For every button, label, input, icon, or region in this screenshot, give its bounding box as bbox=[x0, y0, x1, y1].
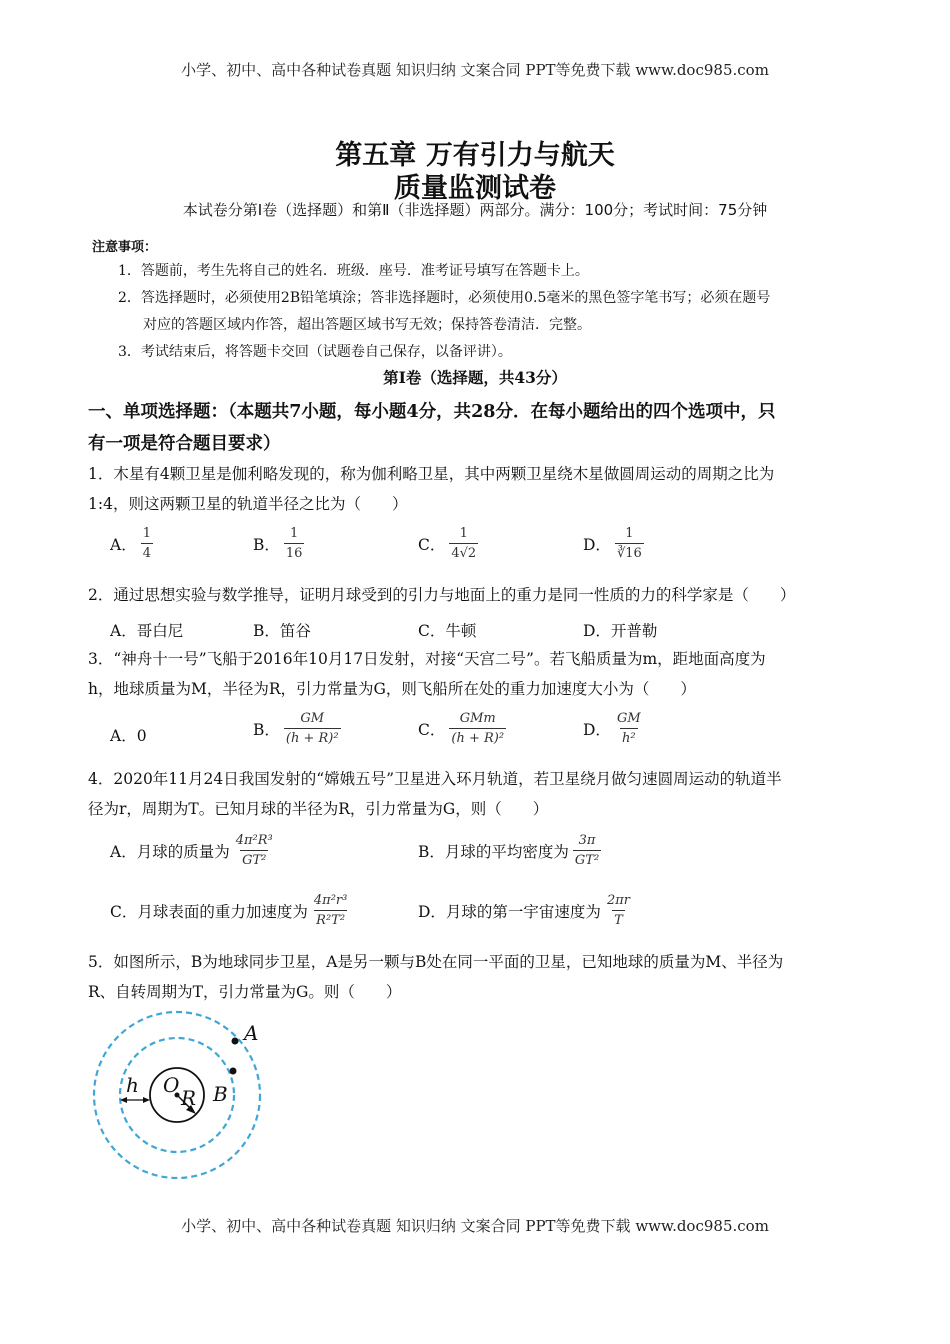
q3-option-a: A．0 bbox=[110, 727, 147, 745]
q3-line2: h，地球质量为M，半径为R，引力常量为G，则飞船所在处的重力加速度大小为（ ） bbox=[88, 680, 696, 698]
label-a: A bbox=[244, 1021, 259, 1045]
satellite-a bbox=[232, 1038, 239, 1045]
q1-option-d-fraction: $\frac{1}{∛16}$ bbox=[616, 526, 642, 561]
q1-option-b-label: B． bbox=[253, 535, 280, 554]
title-line1: 第五章 万有引力与航天 bbox=[335, 140, 615, 171]
q2-option-c: C．牛顿 bbox=[418, 622, 477, 640]
q3-line1: 3．“神舟十一号”飞船于2016年10月17日发射，对接“天宫二号”。若飞船质量为m，距地面高度为 bbox=[88, 650, 766, 668]
q1-option-a bbox=[110, 526, 153, 561]
q4-option-c-label: C．月球表面的重力加速度为 bbox=[110, 902, 308, 921]
satellite-b bbox=[230, 1068, 237, 1075]
q1-option-b bbox=[253, 526, 304, 561]
q3-option-b-label: B． bbox=[253, 720, 280, 739]
page-footer: 小学、初中、高中各种试卷真题 知识归纳 文案合同 PPT等免费下载 www.doc985.com bbox=[181, 1217, 769, 1235]
q1-option-a-label: A． bbox=[110, 535, 137, 554]
q3-option-d-label: D． bbox=[583, 720, 611, 739]
q4-option-a-fraction: $\frac{\text{4π²R³}}{\text{GT²}}$ bbox=[235, 833, 273, 868]
q2-line1: 2．通过思想实验与数学推导，证明月球受到的引力与地面上的重力是同一性质的力的科学家是（ ） bbox=[88, 586, 796, 604]
q1-line1: 1．木星有4颗卫星是伽利略发现的，称为伽利略卫星，其中两颗卫星绕木星做圆周运动的周期之比为 bbox=[88, 465, 775, 483]
q5-line2: R、自转周期为T，引力常量为G。则（ ） bbox=[88, 983, 402, 1001]
q3-option-b-fraction: $\frac{GM}{\text{(h + R)²}}$ bbox=[285, 711, 339, 746]
section1-line2: 有一项是符合题目要求） bbox=[88, 434, 281, 454]
q5-line1: 5．如图所示，B为地球同步卫星，A是另一颗与B处在同一平面的卫星，已知地球的质量为M、半径为 bbox=[88, 953, 784, 971]
q4-option-d bbox=[418, 893, 632, 928]
q1-option-a-fraction: $\frac{1}{4}$ bbox=[142, 526, 151, 561]
q4-option-b bbox=[418, 833, 601, 868]
q4-option-a-label: A．月球的质量为 bbox=[110, 842, 230, 861]
orbit-diagram bbox=[80, 1010, 280, 1200]
note-1: 1．答题前，考生先将自己的姓名．班级．座号．准考证号填写在答题卡上。 bbox=[118, 263, 589, 279]
q1-option-c-fraction: $\frac{1}{4√2}$ bbox=[451, 526, 477, 561]
q4-option-d-label: D．月球的第一宇宙速度为 bbox=[418, 902, 601, 921]
q1-option-b-fraction: $\frac{1}{16}$ bbox=[285, 526, 303, 561]
h-arrow-right bbox=[143, 1097, 150, 1103]
note-3: 3．考试结束后，将答题卡交回（试题卷自己保存，以备评讲）。 bbox=[118, 344, 512, 360]
label-b: B bbox=[213, 1082, 228, 1106]
q4-option-b-fraction: $\frac{3\pi}{\text{GT²}}$ bbox=[574, 833, 600, 868]
q1-line2: 1:4，则这两颗卫星的轨道半径之比为（ ） bbox=[88, 495, 408, 513]
label-r: R bbox=[181, 1086, 197, 1110]
q3-option-b bbox=[253, 711, 341, 746]
q1-option-c bbox=[418, 526, 478, 561]
q3-option-c-label: C． bbox=[418, 720, 446, 739]
section1-line1: 一、单项选择题：（本题共7小题，每小题4分，共28分．在每小题给出的四个选项中，只 bbox=[88, 402, 776, 422]
page-header: 小学、初中、高中各种试卷真题 知识归纳 文案合同 PPT等免费下载 www.doc985.com bbox=[181, 61, 769, 79]
title-line2: 质量监测试卷 bbox=[394, 173, 556, 204]
q4-option-b-label: B．月球的平均密度为 bbox=[418, 842, 569, 861]
q2-option-b: B．笛谷 bbox=[253, 622, 311, 640]
q1-option-d bbox=[583, 526, 644, 561]
q4-option-a bbox=[110, 833, 275, 868]
q4-line1: 4．2020年11月24日我国发射的“嫦娥五号”卫星进入环月轨道，若卫星绕月做匀速圆周运动的轨道半 bbox=[88, 770, 782, 788]
q2-option-a: A．哥白尼 bbox=[110, 622, 184, 640]
q3-option-d-fraction: $\frac{GM}{\text{h²}}$ bbox=[616, 711, 641, 746]
q3-option-c-fraction: $\frac{\text{GMm}}{\text{(h + R)²}}$ bbox=[451, 711, 505, 746]
q3-option-c bbox=[418, 711, 506, 746]
q4-option-c-fraction: $\frac{\text{4π²r³}}{\text{R²T²}}$ bbox=[313, 893, 348, 928]
q4-line2: 径为r，周期为T。已知月球的半径为R，引力常量为G，则（ ） bbox=[88, 800, 549, 818]
exam-info: 本试卷分第Ⅰ卷（选择题）和第Ⅱ（非选择题）两部分。满分：100分；考试时间：75分钟 bbox=[182, 201, 768, 219]
q4-option-c bbox=[110, 893, 349, 928]
q2-option-d: D．开普勒 bbox=[583, 622, 658, 640]
q3-option-d bbox=[583, 711, 643, 746]
label-h: h bbox=[126, 1073, 139, 1097]
note-2-cont: 对应的答题区域内作答，超出答题区域书写无效；保持答卷清洁．完整。 bbox=[143, 317, 591, 333]
note-2: 2．答选择题时，必须使用2B铅笔填涂；答非选择题时，必须使用0.5毫米的黑色签字笔书写；必须在题号 bbox=[118, 290, 771, 306]
q1-option-d-label: D． bbox=[583, 535, 611, 554]
notes-heading: 注意事项： bbox=[92, 240, 158, 255]
part1-heading: 第Ⅰ卷（选择题，共43分） bbox=[383, 368, 567, 387]
q4-option-d-fraction: $\frac{2\pi r}{T}$ bbox=[606, 893, 630, 928]
label-o: O bbox=[163, 1073, 180, 1097]
q1-option-c-label: C． bbox=[418, 535, 446, 554]
